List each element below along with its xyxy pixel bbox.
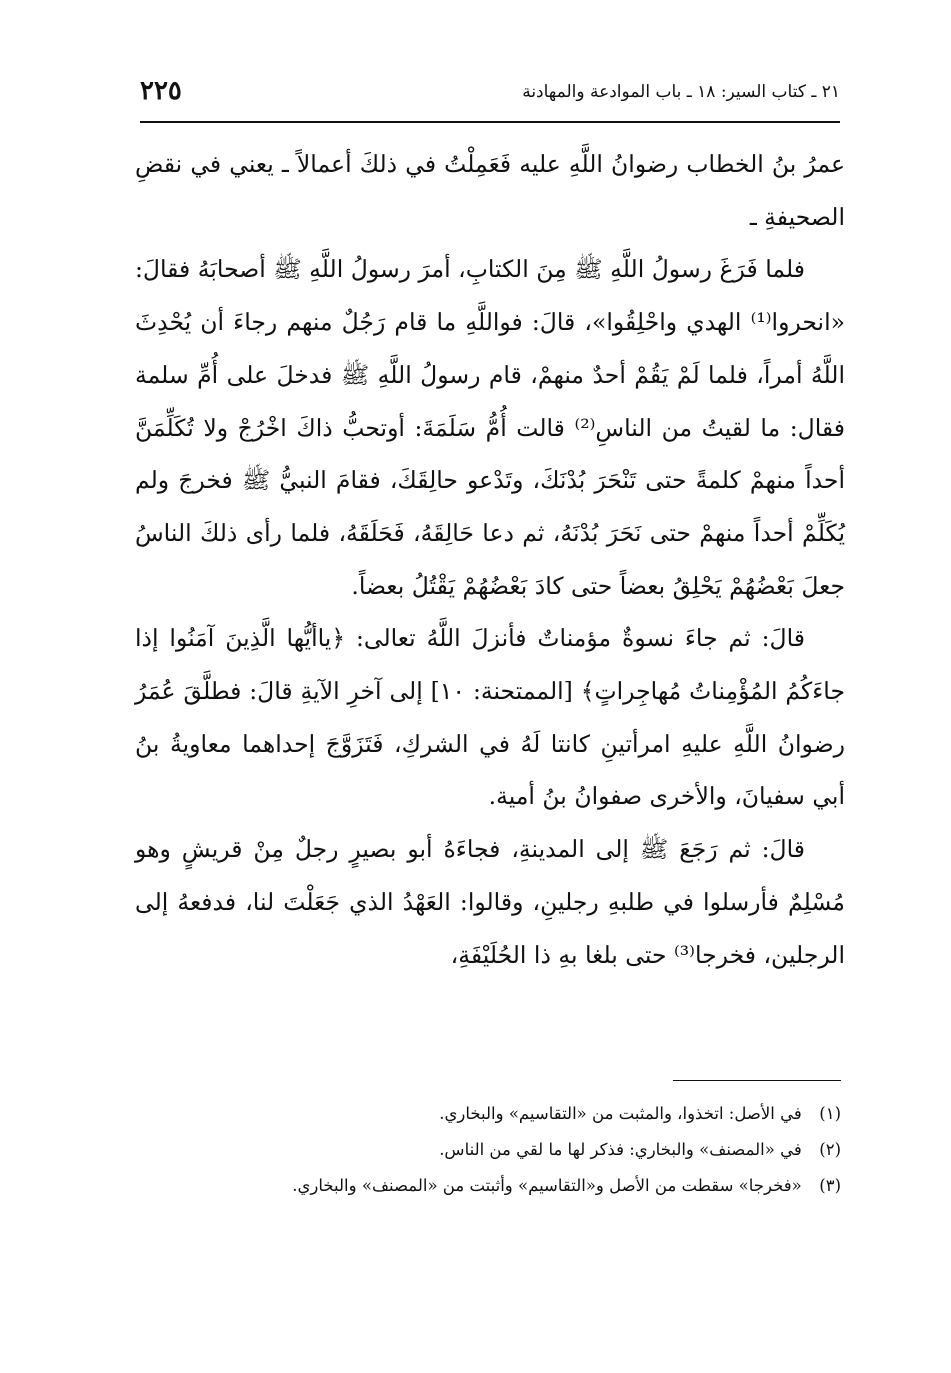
paragraph-3: قالَ: ثم جاءَ نسوةٌ مؤمناتٌ فأنزلَ اللَّهُ تعالى: ﴿ياأيُّها الَّذِينَ آمَنُوا إذا جاءَكُمُ المُؤْمِناتُ مُهاجِراتٍ﴾ [الممتحنة: ١٠] إلى آخرِ الآيةِ قالَ: فطلَّقَ عُمَرُ رضوانُ اللَّهِ عليهِ امرأتينِ كانتا لَهُ في الشركِ، فَتَزَوَّجَ إحداهما معاويةُ بنُ أبي سفيانَ، والأخرى صفوانُ بنُ أمية. (135, 624, 845, 811)
footnotes (141, 1096, 841, 1204)
page-number: ٢٢٥ (140, 76, 182, 106)
paragraph-1: عمرُ بنُ الخطاب رضوانُ اللَّهِ عليه فَعَمِلْتُ في ذلكَ أعمالاً ـ يعني في نقضِ الصحيفةِ ـ (135, 150, 845, 231)
footnote-number: (٣) (819, 1176, 841, 1195)
footnote-text: «فخرجا» سقطت من الأصل و«التقاسيم» وأثبتت من «المصنف» والبخاري. (292, 1176, 802, 1195)
footnote-3 (141, 1168, 841, 1204)
main-text (135, 138, 845, 981)
page-header (140, 76, 840, 116)
header-rule (140, 121, 840, 123)
footnote-rule (673, 1080, 841, 1081)
footnote-1 (141, 1096, 841, 1132)
paragraph-4: قالَ: ثم رَجَعَ ﷺ إلى المدينةِ، فجاءَهُ أبو بصيرٍ رجلٌ مِنْ قريشٍ وهو مُسْلِمٌ فأرسلوا في طلبهِ رجلينِ، وقالوا: العَهْدُ الذي جَعَلْتَ لنا، فدفعهُ إلى الرجلين، فخرجا⁽³⁾ حتى بلغا بهِ ذا الحُلَيْفَةِ، (135, 835, 845, 969)
footnote-text: في «المصنف» والبخاري: فذكر لها ما لقي من الناس. (439, 1140, 802, 1159)
footnote-text: في الأصل: اتخذوا، والمثبت من «التقاسيم» والبخاري. (439, 1104, 802, 1123)
paragraph-2: فلما فَرَغَ رسولُ اللَّهِ ﷺ مِنَ الكتابِ، أمرَ رسولُ اللَّهِ ﷺ أصحابَهُ فقالَ: «انحروا⁽¹⁾ الهدي واحْلِقُوا»، قالَ: فواللَّهِ ما قام رَجُلٌ منهم رجاءَ أن يُحْدِثَ اللَّهُ أمراً، فلما لَمْ يَقُمْ أحدٌ منهمْ، قام رسولُ اللَّهِ ﷺ فدخلَ على أُمِّ سلمة فقال: ما لقيتُ من الناسِ⁽²⁾ قالت أُمُّ سَلَمَةَ: أوتحبُّ ذاكَ اخْرُجْ ولا تُكَلِّمَنَّ أحداً منهمْ كلمةً حتى تَنْحَرَ بُدْنَكَ، وتَدْعو حالِقَكَ، فقامَ النبيُّ ﷺ فخرجَ ولم يُكَلِّمْ أحداً منهمْ حتى نَحَرَ بُدْنَهُ، ثم دعا حَالِقَهُ، فَحَلَقَهُ، فلما رأى ذلكَ الناسُ جعلَ بَعْضُهُمْ يَحْلِقُ بعضاً حتى كادَ بَعْضُهُمْ يَقْتُلُ بعضاً. (135, 255, 845, 600)
running-title: ٢١ ـ كتاب السير: ١٨ ـ باب الموادعة والمهادنة (522, 82, 840, 102)
footnote-number: (٢) (819, 1140, 841, 1159)
footnote-2 (141, 1132, 841, 1168)
footnote-number: (١) (819, 1104, 841, 1123)
